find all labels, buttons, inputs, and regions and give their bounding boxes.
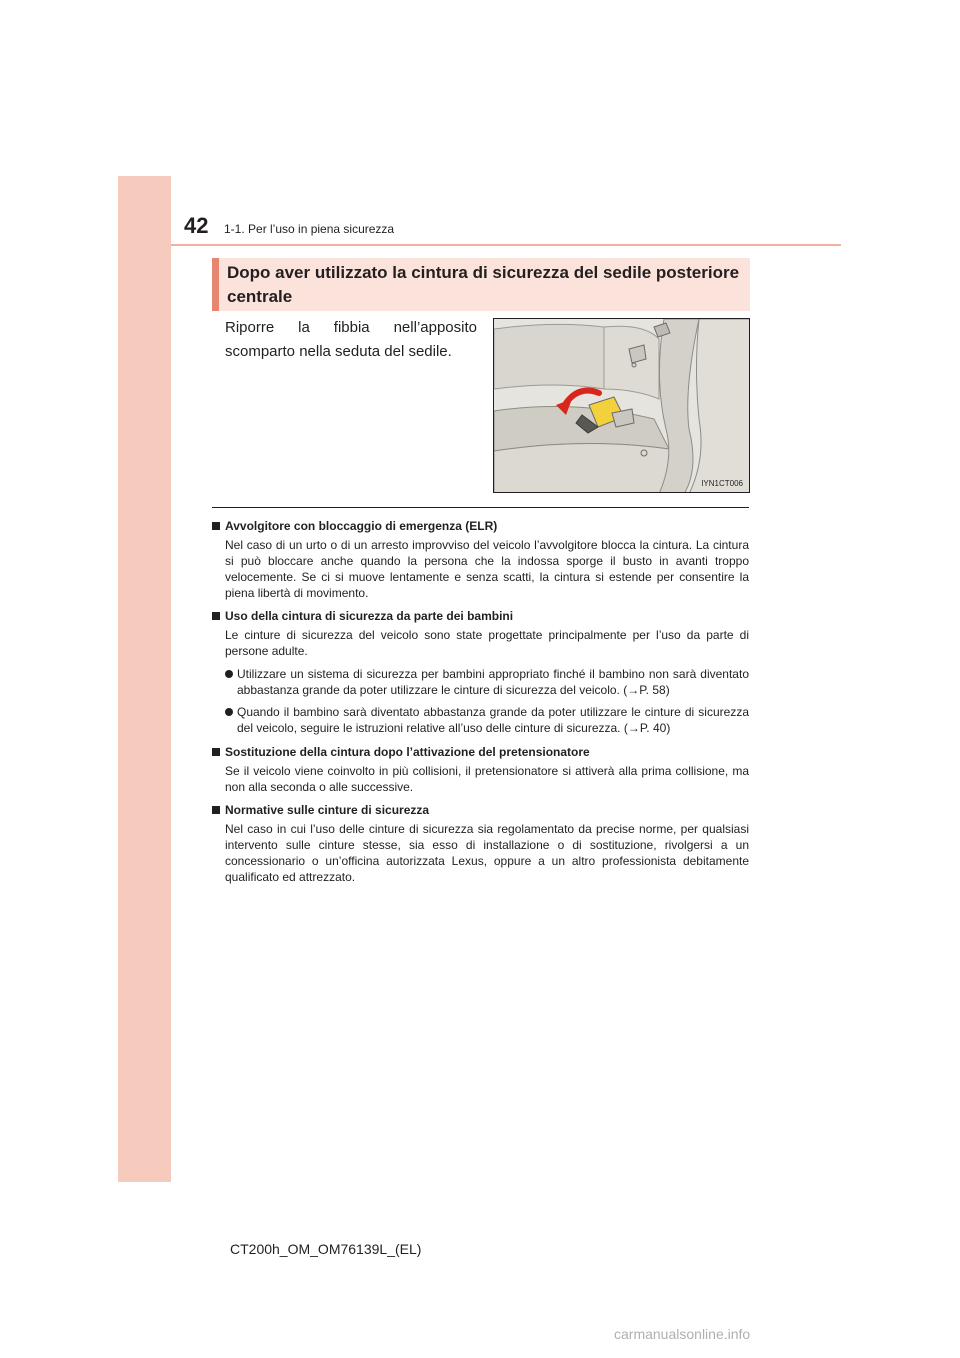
seat-buckle-figure bbox=[493, 318, 750, 493]
notes-section bbox=[212, 518, 749, 892]
note-title-text: Normative sulle cinture di sicurezza bbox=[225, 803, 430, 817]
round-bullet-icon bbox=[225, 708, 233, 716]
seat-buckle-illustration-icon bbox=[494, 319, 750, 493]
square-bullet-icon bbox=[212, 748, 220, 756]
note-title-text: Sostituzione della cintura dopo l’attivazione del pretensionatore bbox=[225, 745, 590, 759]
list-item bbox=[237, 666, 749, 698]
note-title bbox=[212, 744, 749, 761]
section-heading-bar bbox=[212, 258, 219, 311]
side-color-band bbox=[118, 176, 171, 1182]
running-header: 1-1. Per l’uso in piena sicurezza bbox=[224, 222, 395, 236]
list-item-text: Quando il bambino sarà diventato abbastanza grande da poter utilizzare le cinture di sicurezza del veicolo, seguire le istruzioni relative all’uso delle cinture di sicurezza. (→P. 40) bbox=[237, 705, 749, 735]
note-body: Se il veicolo viene coinvolto in più collisioni, il pretensionatore si attiverà alla prima collisione, ma non alla seconda o alle successive. bbox=[225, 764, 749, 794]
square-bullet-icon bbox=[212, 612, 220, 620]
section-heading-box bbox=[212, 258, 750, 311]
list-item bbox=[237, 704, 749, 736]
note-body: Nel caso in cui l’uso delle cinture di sicurezza sia regolamentato da precise norme, per qualsiasi intervento sulle cinture stesse, sia esso di installazione o di sostituzione, rivolgersi a un concessionario o un’officina autorizzata Lexus, oppure a un altro professionista debitamente qualificato ed attrezzato. bbox=[225, 822, 749, 884]
watermark: carmanualsonline.info bbox=[614, 1326, 751, 1342]
square-bullet-icon bbox=[212, 806, 220, 814]
page-number: 42 bbox=[184, 213, 209, 238]
note-title-text: Avvolgitore con bloccaggio di emergenza (ELR) bbox=[225, 519, 498, 533]
footer-code: CT200h_OM_OM76139L_(EL) bbox=[230, 1241, 422, 1257]
figure-code: IYN1CT006 bbox=[701, 479, 743, 488]
intro-paragraph: Riporre la fibbia nell’apposito scomparto nella seduta del sedile. bbox=[225, 319, 477, 360]
section-title: Dopo aver utilizzato la cintura di sicurezza del sedile posteriore centrale bbox=[227, 263, 740, 306]
list-item-text: Utilizzare un sistema di sicurezza per bambini appropriato finché il bambino non sarà diventato abbastanza grande da poter utilizzare le cinture di sicurezza del veicolo. (→P. 58) bbox=[237, 667, 749, 697]
header-rule bbox=[171, 244, 841, 246]
square-bullet-icon bbox=[212, 522, 220, 530]
note-title bbox=[212, 802, 749, 819]
note-title bbox=[212, 608, 749, 625]
note-title bbox=[212, 518, 749, 535]
note-title-text: Uso della cintura di sicurezza da parte dei bambini bbox=[225, 609, 514, 623]
round-bullet-icon bbox=[225, 670, 233, 678]
note-body: Nel caso di un urto o di un arresto improvviso del veicolo l’avvolgitore blocca la cintura. La cintura si può bloccare anche quando la persona che la indossa sporge il busto in avanti troppo velocemente. Se ci si muove lentamente e senza scatti, la cintura si estende per consentire la piena libertà di movimento. bbox=[225, 538, 749, 600]
note-body: Le cinture di sicurezza del veicolo sono state progettate principalmente per l’uso da parte di persone adulte. bbox=[225, 628, 749, 658]
section-divider bbox=[212, 507, 749, 508]
